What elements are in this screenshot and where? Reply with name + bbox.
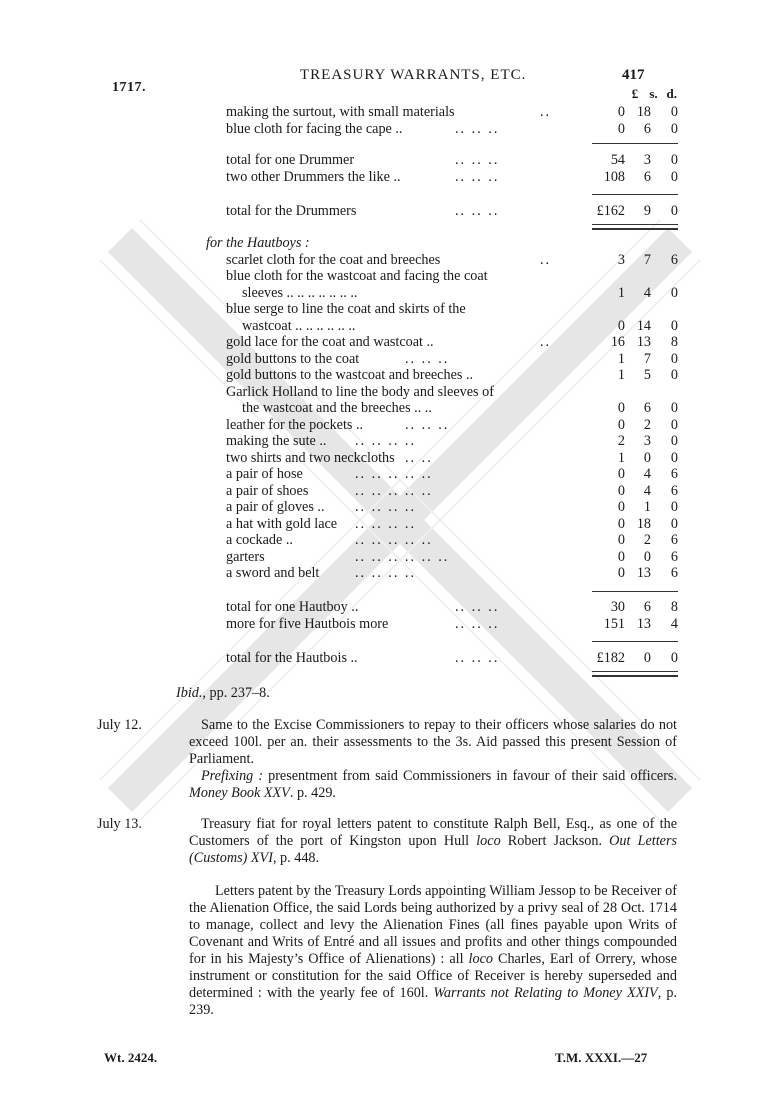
item-label: making the sute ..	[226, 433, 327, 449]
amount-pounds: 0	[617, 548, 625, 565]
amount-pounds: 0	[617, 515, 625, 532]
item-amount	[582, 549, 678, 566]
leader-dots: .. .. ..	[455, 152, 500, 168]
amount-shillings: 4	[643, 466, 651, 482]
leader-dots: .. .. ..	[405, 416, 450, 433]
item-amount	[582, 351, 678, 368]
amount-pounds: 1	[617, 284, 625, 301]
item-label: a pair of shoes	[226, 482, 309, 499]
amount-shillings: 7	[643, 251, 651, 268]
item-label: making the surtout, with small materials	[226, 104, 455, 120]
amount-pence: 0	[670, 400, 678, 416]
sum-rule	[592, 194, 678, 195]
item-label: blue serge to line the coat and skirts of the	[226, 301, 466, 317]
amount-shillings: 13	[636, 334, 651, 350]
amount-pence: 0	[670, 152, 678, 168]
item-amount	[582, 516, 678, 533]
item-amount	[582, 499, 678, 516]
entry-text: Same to the Excise Commissioners to repay to their officers whose salaries do not exceed 100l. per an. their assessments to the 3s. Aid passed this present Session of Parliament. Prefixing : presentment from said Commissioners in favour of their said officers. Money Book XXV. p. 429.	[189, 717, 677, 801]
amount-pence: 6	[670, 565, 678, 581]
leader-dots: .. .. ..	[455, 120, 500, 137]
amount-shillings: 0	[643, 449, 651, 466]
amount-pence: 0	[670, 104, 678, 120]
amount-pence: 6	[670, 548, 678, 565]
amount-shillings: 6	[643, 400, 651, 416]
amount-pounds: 0	[617, 565, 625, 581]
amount-pence: 0	[670, 350, 678, 367]
leader-dots: ..	[540, 334, 552, 350]
item-amount	[582, 400, 678, 417]
leader-dots: .. .. .. ..	[355, 433, 417, 449]
item-label: blue cloth for the wastcoat and facing the coat	[226, 268, 488, 284]
leader-dots: .. .. ..	[455, 615, 500, 632]
double-rule	[592, 671, 678, 677]
amount-pence: 6	[670, 532, 678, 548]
item-label: a hat with gold lace	[226, 515, 338, 532]
item-label: two other Drummers the like ..	[226, 168, 401, 185]
amount-pounds: 151	[603, 615, 625, 632]
amount-pounds: 0	[617, 400, 625, 416]
amount-pounds: 1	[617, 350, 625, 367]
item-label: a sword and belt	[226, 565, 320, 581]
leader-dots: .. .. ..	[455, 168, 500, 185]
item-amount	[582, 650, 678, 667]
amount-shillings: 14	[636, 317, 651, 334]
item-label: a cockade ..	[226, 532, 293, 548]
amount-pence: 0	[670, 449, 678, 466]
sum-rule	[592, 641, 678, 642]
amount-pence: 4	[670, 615, 678, 632]
item-amount	[582, 466, 678, 483]
item-label: wastcoat .. .. .. .. .. ..	[242, 317, 356, 334]
letters-patent-paragraph: Letters patent by the Treasury Lords appointing William Jessop to be Receiver of the Alienation Office, the said Lords being authorized by a privy seal of 28 Oct. 1714 to manage, collect and levy the Alienation Fines (all fines payable upon Writs of Covenant and Writs of Entré and all issues and profits and other things compounded for in his Majesty’s Office of Alienations) : all loco Charles, Earl of Orrery, whose instrument or constitution for the said Office of Receiver is hereby superseded and determined : with the yearly fee of 160l. Warrants not Relating to Money XXIV, p. 239.	[189, 883, 677, 1018]
item-amount	[582, 104, 678, 121]
entry-date: July 13.	[97, 816, 142, 832]
item-label: Garlick Holland to line the body and sleeves of	[226, 383, 494, 400]
amount-pence: 6	[670, 466, 678, 482]
amount-pence: 0	[670, 168, 678, 185]
amount-pounds: 16	[610, 334, 625, 350]
item-amount	[582, 121, 678, 138]
page-year: 1717.	[112, 80, 146, 95]
amount-pence: 0	[670, 515, 678, 532]
amount-pence: 0	[670, 367, 678, 383]
item-label: more for five Hautbois more	[226, 615, 389, 632]
leader-dots: .. .. .. ..	[355, 515, 417, 532]
currency-pounds: £	[631, 86, 639, 101]
amount-pounds: 0	[617, 466, 625, 482]
item-label: a pair of hose	[226, 466, 303, 482]
amount-shillings: 13	[636, 565, 651, 581]
amount-shillings: 4	[643, 284, 651, 301]
amount-shillings: 3	[643, 152, 651, 168]
leader-dots: .. .. ..	[455, 650, 500, 666]
leader-dots: .. ..	[405, 449, 433, 466]
amount-pounds: 2	[617, 433, 625, 449]
leader-dots: .. .. .. .. ..	[355, 532, 433, 548]
item-label: gold lace for the coat and wastcoat ..	[226, 334, 434, 350]
leader-dots: .. .. .. .. .. ..	[355, 548, 450, 565]
item-label: the wastcoat and the breeches .. ..	[242, 400, 432, 416]
leader-dots: .. .. ..	[405, 350, 450, 367]
amount-pence: 6	[670, 482, 678, 499]
amount-shillings: 13	[636, 615, 651, 632]
item-amount	[582, 285, 678, 302]
amount-pounds: 0	[617, 532, 625, 548]
item-label: two shirts and two neckcloths	[226, 449, 395, 466]
amount-shillings: 0	[643, 650, 651, 666]
leader-dots: ..	[540, 104, 552, 120]
item-label: a pair of gloves ..	[226, 499, 325, 515]
item-amount	[582, 599, 678, 616]
amount-shillings: 2	[643, 416, 651, 433]
item-label: sleeves .. .. .. .. .. .. ..	[242, 284, 358, 301]
item-label: garters	[226, 548, 265, 565]
amount-shillings: 3	[643, 433, 651, 449]
amount-shillings: 5	[643, 367, 651, 383]
item-amount	[582, 252, 678, 269]
amount-shillings: 18	[636, 104, 651, 120]
item-amount	[582, 169, 678, 186]
amount-pence: 6	[670, 251, 678, 268]
amount-shillings: 6	[643, 168, 651, 185]
leader-dots: .. .. ..	[455, 599, 500, 615]
amount-pence: 0	[670, 284, 678, 301]
amount-pounds: 0	[617, 416, 625, 433]
item-amount	[582, 565, 678, 582]
item-label: total for one Drummer	[226, 152, 355, 168]
amount-pounds: 108	[603, 168, 625, 185]
amount-shillings: 9	[643, 203, 651, 219]
amount-shillings: 4	[643, 482, 651, 499]
amount-pounds: £162	[596, 203, 625, 219]
item-label: gold buttons to the wastcoat and breeches ..	[226, 367, 474, 383]
amount-shillings: 6	[643, 599, 651, 615]
currency-header	[617, 86, 677, 102]
sum-rule	[592, 591, 678, 592]
amount-pence: 0	[670, 499, 678, 515]
amount-pounds: 0	[617, 317, 625, 334]
item-label: scarlet cloth for the coat and breeches	[226, 251, 441, 268]
amount-shillings: 6	[643, 120, 651, 137]
item-label: total for one Hautboy ..	[226, 599, 359, 615]
item-amount	[582, 318, 678, 335]
section-heading: for the Hautboys :	[206, 235, 310, 251]
leader-dots: ..	[540, 251, 552, 268]
item-amount	[582, 450, 678, 467]
running-head: TREASURY WARRANTS, ETC.	[300, 67, 527, 83]
amount-pounds: 30	[610, 599, 625, 615]
amount-pence: 0	[670, 433, 678, 449]
footer-warrant-number: Wt. 2424.	[104, 1050, 158, 1065]
amount-pence: 0	[670, 416, 678, 433]
leader-dots: .. .. .. ..	[355, 565, 417, 581]
double-rule	[592, 224, 678, 230]
amount-pence: 0	[670, 203, 678, 219]
item-amount	[582, 616, 678, 633]
entry-text: Treasury fiat for royal letters patent to constitute Ralph Bell, Esq., as one of the Customers of the port of Kingston upon Hull loco Robert Jackson. Out Letters (Customs) XVI, p. 448.	[189, 816, 677, 866]
item-amount	[582, 483, 678, 500]
amount-pounds: 0	[617, 499, 625, 515]
item-amount	[582, 152, 678, 169]
item-amount	[582, 203, 678, 220]
footer-signature: T.M. XXXI.—27	[555, 1050, 648, 1065]
amount-pounds: 3	[617, 251, 625, 268]
entry-date: July 12.	[97, 717, 142, 733]
leader-dots: .. .. .. .. ..	[355, 482, 433, 499]
amount-pence: 0	[670, 317, 678, 334]
item-amount	[582, 433, 678, 450]
amount-pounds: £182	[596, 650, 625, 666]
amount-pence: 8	[670, 599, 678, 615]
amount-shillings: 18	[636, 515, 651, 532]
item-label: total for the Drummers	[226, 203, 357, 219]
item-label: total for the Hautbois ..	[226, 650, 358, 666]
item-label: leather for the pockets ..	[226, 416, 364, 433]
sum-rule	[592, 143, 678, 144]
amount-pence: 8	[670, 334, 678, 350]
currency-shillings: s.	[649, 86, 658, 101]
amount-pounds: 0	[617, 482, 625, 499]
currency-pence: d.	[666, 86, 678, 101]
amount-pounds: 0	[617, 120, 625, 137]
amount-shillings: 0	[643, 548, 651, 565]
leader-dots: .. .. .. .. ..	[355, 466, 433, 482]
amount-pounds: 1	[617, 367, 625, 383]
amount-shillings: 7	[643, 350, 651, 367]
item-amount	[582, 334, 678, 351]
item-label: blue cloth for facing the cape ..	[226, 120, 403, 137]
amount-shillings: 2	[643, 532, 651, 548]
leader-dots: .. .. .. ..	[355, 499, 417, 515]
page-number: 417	[622, 67, 645, 83]
item-amount	[582, 417, 678, 434]
leader-dots: .. .. ..	[455, 203, 500, 219]
amount-shillings: 1	[643, 499, 651, 515]
amount-pounds: 1	[617, 449, 625, 466]
item-amount	[582, 367, 678, 384]
amount-pounds: 54	[610, 152, 625, 168]
ibid-reference: Ibid., pp. 237–8.	[176, 685, 270, 701]
amount-pence: 0	[670, 650, 678, 666]
amount-pounds: 0	[617, 104, 625, 120]
item-amount	[582, 532, 678, 549]
amount-pence: 0	[670, 120, 678, 137]
item-label: gold buttons to the coat	[226, 350, 360, 367]
